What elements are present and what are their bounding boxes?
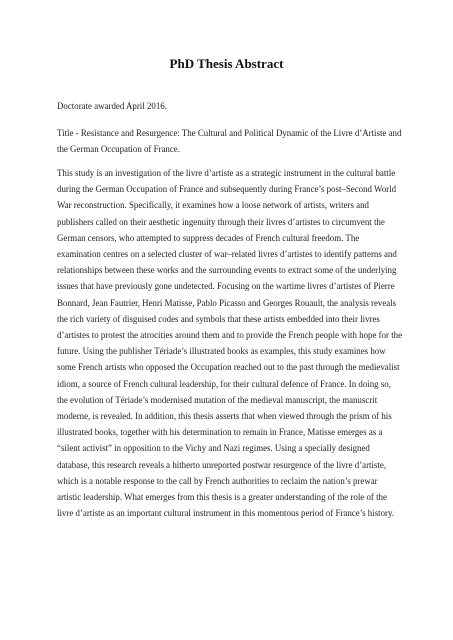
thesis-title-paragraph: Title - Resistance and Resurgence: The Cultural and Political Dynamic of the Livre d’Artiste and the German Occupation of France. [57,128,402,155]
abstract-paragraph: This study is an investigation of the livre d’artiste as a strategic instrument in the cultural battle during the German Occupation of France and subsequently during France’s post–Second World War reconstruction. Specifically, it examines how a loose network of artists, writers and publishers called on their aesthetic ingenuity through their livres d’artistes to circumvent the German censors, who attempted to suppress decades of French cultural freedom. The examination centres on a selected cluster of war–related livres d’artistes to identify patterns and relationships between these works and the surrounding events to extract some of the underlying issues that have previously gone undetected. Focusing on the wartime livres d’artistes of Pierre Bonnard, Jean Fautrier, Henri Matisse, Pablo Picasso and Georges Rouault, the analysis reveals the rich variety of disguised codes and symbols that these artists embedded into their livres d’artistes to protest the atrocities around them and to provide the French people with hope for the future. Using the publisher Tériade’s illustrated books as examples, this study examines how some French artists who opposed the Occupation reached out to the past through the medievalist idiom, a source of French cultural leadership, for their cultural defence of France. In doing so, the evolution of Tériade’s modernised mutation of the medieval manuscript, the manuscrit moderne, is revealed. In addition, this thesis asserts that when viewed through the prism of his illustrated books, together with his determination to remain in France, Matisse emerges as a “silent activist” in opposition to the Vichy and Nazi regimes. Using a specially designed database, this research reveals a hitherto unreported postwar resurgence of the livre d’artiste, which is a notable response to the call by French authorities to reclaim the nation’s prewar artistic leadership. What emerges from this thesis is a greater understanding of the role of the livre d’artiste as an important cultural instrument in this momentous period of France’s history. [57,168,403,519]
page-title: PhD Thesis Abstract [169,56,284,71]
award-date-paragraph: Doctorate awarded April 2016. [57,101,167,111]
